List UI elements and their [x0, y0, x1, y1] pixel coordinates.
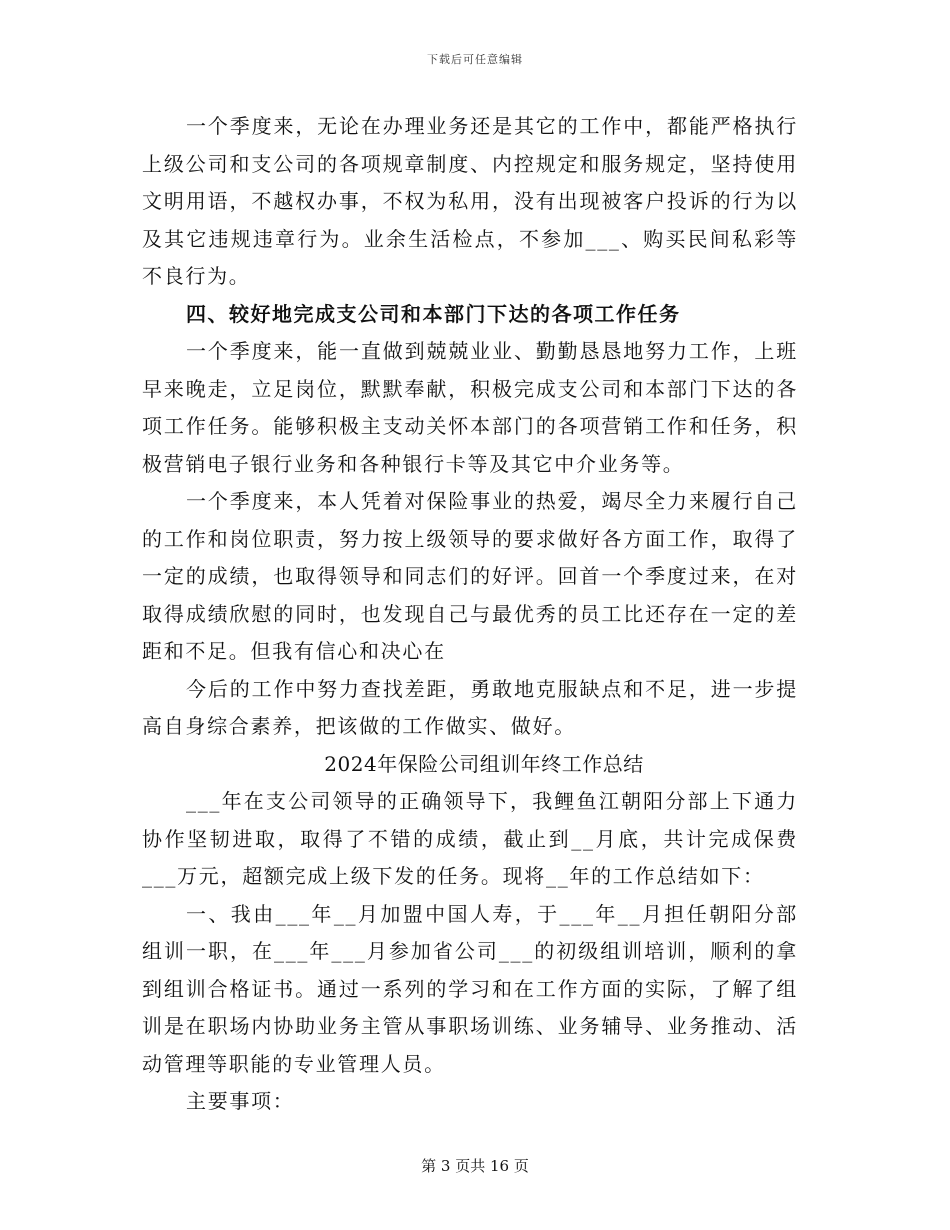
paragraph-main-items: 主要事项：	[186, 1089, 295, 1113]
section-heading-4: 四、较好地完成支公司和本部门下达的各项工作任务	[186, 301, 681, 326]
paragraph-future: 今后的工作中努力查找差距，勇敢地克服缺点和不足，进一步提高自身综合素养，把该做的工作做实、做好。	[142, 676, 798, 738]
document-body	[142, 108, 798, 1121]
page-footer: 第 3 页共 16 页	[421, 1157, 529, 1175]
paragraph-compliance: 一个季度来，无论在办理业务还是其它的工作中，都能严格执行上级公司和支公司的各项规章制度、内控规定和服务规定，坚持使用文明用语，不越权办事，不权为私用，没有出现被客户投诉的行为以及其它违规违章行为。业余生活检点，不参加___、购买民间私彩等不良行为。	[142, 114, 798, 288]
paragraph-background: 一、我由___年__月加盟中国人寿，于___年__月担任朝阳分部组训一职，在___年___月参加省公司___的初级组训培训，顺利的拿到组训合格证书。通过一系列的学习和在工作方面的实际，了解了组训是在职场内协助业务主管从事职场训练、业务辅导、业务推动、活动管理等职能的专业管理人员。	[142, 901, 798, 1076]
paragraph-tasks: 一个季度来，能一直做到兢兢业业、勤勤恳恳地努力工作，上班早来晚走，立足岗位，默默奉献，积极完成支公司和本部门下达的各项工作任务。能够积极主支动关怀本部门的各项营销工作和任务，积极营销电子银行业务和各种银行卡等及其它中介业务等。	[142, 339, 798, 476]
page-header: 下载后可任意编辑	[427, 53, 523, 66]
paragraph-summary: 一个季度来，本人凭着对保险事业的热爱，竭尽全力来履行自己的工作和岗位职责，努力按上级领导的要求做好各方面工作，取得了一定的成绩，也取得领导和同志们的好评。回首一个季度过来，在对取得成绩欣慰的同时，也发现自己与最优秀的员工比还存在一定的差距和不足。但我有信心和决心在	[142, 489, 798, 663]
paragraph-intro: ___年在支公司领导的正确领导下，我鲤鱼江朝阳分部上下通力协作坚韧进取，取得了不错的成绩，截止到__月底，共计完成保费___万元，超额完成上级下发的任务。现将__年的工作总结如下：	[142, 789, 798, 888]
document-title: 2024年保险公司组训年终工作总结	[324, 751, 644, 776]
